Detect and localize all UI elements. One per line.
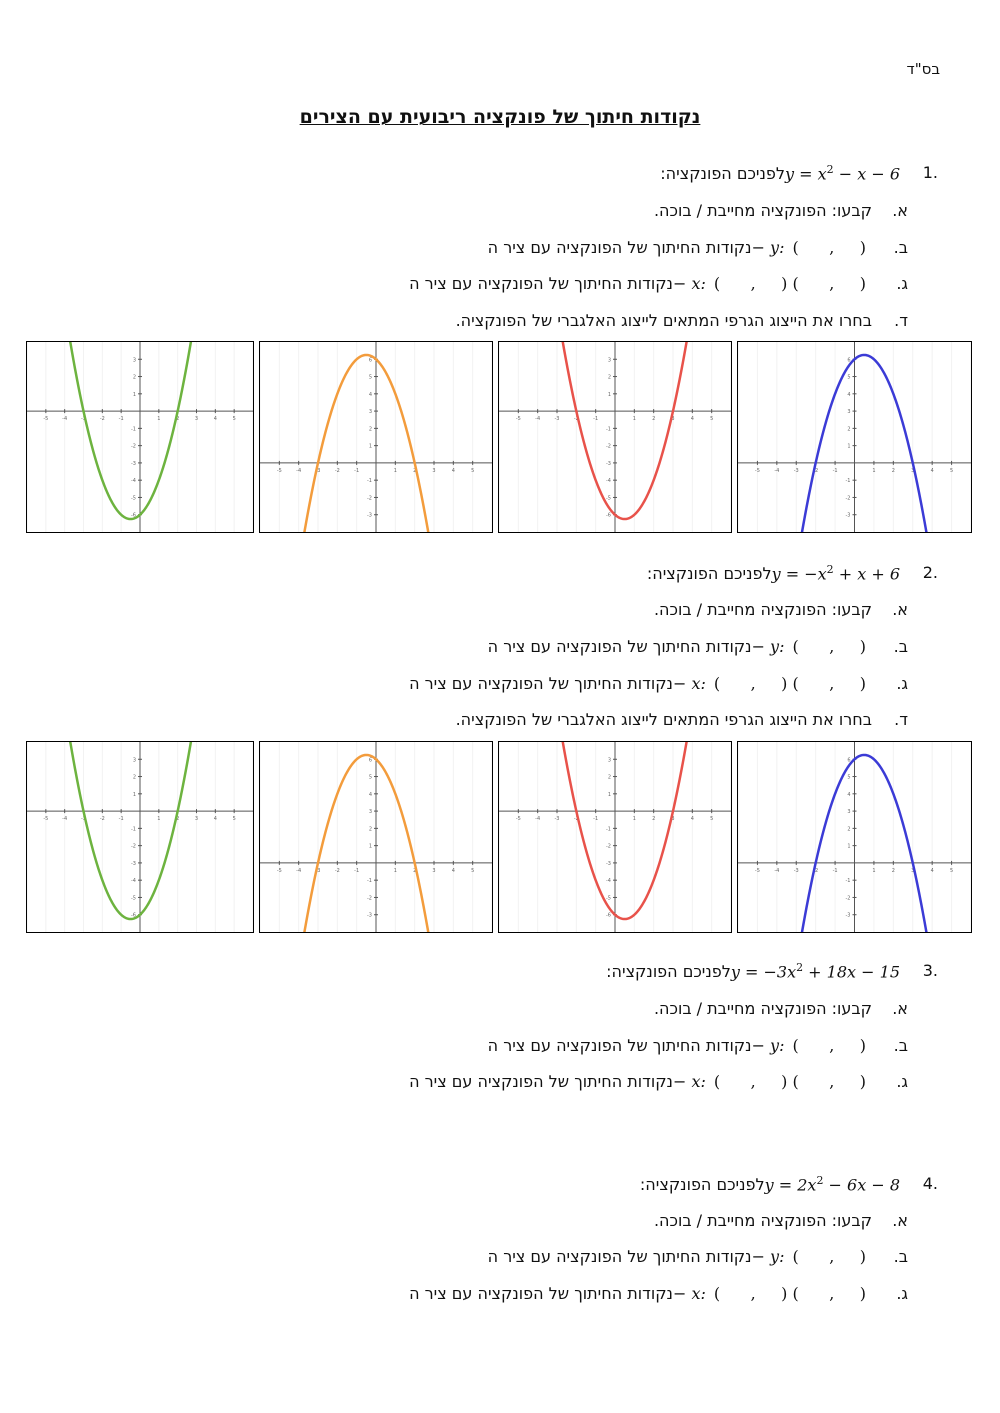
part-letter: ג.	[896, 1072, 908, 1091]
formula: $y = x^2 - x - 6$	[785, 163, 900, 184]
x-tick-label: -1	[593, 416, 599, 423]
x-tick-label: 2	[413, 867, 417, 874]
part-letter: א.	[892, 999, 908, 1018]
y-tick-label: 3	[132, 357, 136, 364]
x-tick-label: 1	[632, 416, 636, 423]
part-letter: ג.	[896, 1284, 908, 1303]
y-tick-label: 2	[847, 426, 851, 433]
part-a-text: קבעו: הפונקציה מחייבת / בוכה.	[653, 999, 872, 1018]
x-tick-label: -2	[813, 867, 819, 874]
parabola-chart	[260, 342, 492, 532]
x-tick-label: 3	[911, 867, 915, 874]
answer-blank[interactable]: ( , )	[792, 1036, 866, 1055]
part-c-text: נקודות החיתוך של הפונקציה עם ציר ה − x: ( , ) ( , )	[409, 1072, 866, 1091]
x-tick-label: 2	[652, 816, 656, 823]
x-tick-label: 5	[710, 816, 714, 823]
part-letter: א.	[892, 201, 908, 220]
part-c-text: נקודות החיתוך של הפונקציה עם ציר ה − x: ( , ) ( , )	[409, 674, 866, 693]
y-tick-label: 2	[368, 826, 372, 833]
y-tick-label: -5	[131, 895, 136, 902]
x-tick-label: -2	[573, 816, 579, 823]
y-tick-label: 4	[847, 791, 851, 798]
y-tick-label: 2	[368, 426, 372, 433]
x-tick-label: -3	[81, 816, 86, 823]
x-tick-label: -1	[832, 467, 838, 474]
x-tick-label: 1	[157, 816, 161, 823]
graph-option[interactable]	[259, 341, 493, 533]
y-tick-label: -1	[845, 878, 851, 885]
graph-option[interactable]	[26, 741, 254, 933]
x-tick-label: -5	[515, 416, 521, 423]
part-letter: ד.	[894, 311, 908, 330]
question-intro: לפניכם הפונקציה: $y = 2x^2 - 6x - 8$	[639, 1174, 900, 1195]
x-tick-label: -4	[535, 416, 541, 423]
answer-blank[interactable]: ( , )	[792, 637, 866, 656]
x-tick-label: -2	[334, 867, 340, 874]
x-tick-label: 3	[194, 816, 199, 823]
y-tick-label: 2	[847, 826, 851, 833]
y-tick-label: 2	[132, 774, 136, 781]
part-letter: ב.	[893, 238, 908, 257]
x-tick-label: 1	[872, 467, 876, 474]
y-tick-label: 3	[607, 757, 611, 764]
y-tick-label: -3	[367, 512, 372, 519]
y-tick-label: 5	[847, 374, 851, 381]
y-tick-label: -2	[131, 443, 136, 450]
x-tick-label: 5	[949, 467, 954, 474]
part-a-text: קבעו: הפונקציה מחייבת / בוכה.	[653, 201, 872, 220]
y-tick-label: -2	[845, 495, 851, 502]
answer-blank[interactable]: ( , ) ( , )	[713, 1072, 866, 1091]
y-tick-label: -1	[845, 478, 851, 485]
part-letter: ד.	[894, 710, 908, 729]
x-tick-label: 4	[690, 816, 694, 823]
x-tick-label: -3	[554, 416, 560, 423]
x-tick-label: -5	[276, 867, 282, 874]
y-tick-label: -1	[606, 826, 611, 833]
y-tick-label: 1	[607, 791, 611, 798]
y-tick-label: -5	[606, 495, 611, 502]
y-tick-label: 3	[368, 809, 372, 816]
x-tick-label: 4	[930, 867, 934, 874]
graph-option[interactable]	[498, 741, 732, 933]
y-tick-label: -4	[606, 478, 611, 485]
x-tick-label: -2	[573, 416, 579, 423]
x-tick-label: 3	[671, 416, 675, 423]
graph-option[interactable]	[737, 341, 972, 533]
y-tick-label: 4	[368, 391, 372, 398]
graph-choices	[26, 341, 972, 533]
graph-choices	[26, 741, 972, 933]
x-tick-label: 2	[413, 467, 417, 474]
part-b-text: נקודות החיתוך של הפונקציה עם ציר ה − y: ( , )	[487, 1247, 866, 1266]
part-d-text: בחרו את הייצוג הגרפי המתאים לייצוג האלגברי של הפונקציה.	[455, 311, 872, 330]
part-letter: ג.	[896, 274, 908, 293]
y-tick-label: 5	[847, 774, 851, 781]
y-tick-label: -4	[606, 878, 611, 885]
answer-blank[interactable]: ( , ) ( , )	[713, 1284, 866, 1303]
x-tick-label: 3	[432, 467, 436, 474]
y-tick-label: 2	[607, 374, 611, 381]
x-tick-label: -1	[832, 867, 838, 874]
x-tick-label: -4	[62, 816, 68, 823]
x-tick-label: 4	[930, 467, 934, 474]
x-tick-label: -4	[296, 467, 302, 474]
y-tick-label: 3	[607, 357, 611, 364]
x-tick-label: 5	[710, 416, 714, 423]
y-tick-label: 1	[847, 443, 851, 450]
y-tick-label: 2	[132, 374, 136, 381]
intro-text: לפניכם הפונקציה:	[660, 164, 785, 184]
part-a-text: קבעו: הפונקציה מחייבת / בוכה.	[653, 600, 872, 619]
question-number: 4.	[922, 1174, 938, 1193]
x-tick-label: -1	[118, 416, 124, 423]
x-tick-label: 5	[471, 467, 475, 474]
x-tick-label: -5	[43, 416, 49, 423]
parabola-chart	[738, 742, 971, 932]
y-tick-label: 1	[132, 791, 136, 798]
question-number: 2.	[922, 563, 938, 582]
y-tick-label: -1	[367, 878, 372, 885]
part-letter: א.	[892, 600, 908, 619]
y-tick-label: 1	[368, 843, 372, 850]
x-tick-label: -3	[793, 467, 799, 474]
parabola-chart	[260, 742, 492, 932]
x-tick-label: 1	[393, 467, 397, 474]
x-tick-label: -3	[315, 467, 321, 474]
x-tick-label: 4	[213, 816, 217, 823]
x-tick-label: 5	[949, 867, 954, 874]
y-tick-label: -2	[367, 495, 372, 502]
x-tick-label: -2	[99, 416, 105, 423]
y-tick-label: 1	[847, 843, 851, 850]
y-tick-label: -4	[131, 878, 136, 885]
y-tick-label: -3	[367, 912, 372, 919]
y-tick-label: 3	[847, 409, 851, 416]
y-tick-label: -3	[606, 460, 611, 467]
y-tick-label: -2	[606, 843, 611, 850]
question-intro: לפניכם הפונקציה: $y = -3x^2 + 18x - 15$	[606, 961, 900, 982]
y-tick-label: 5	[368, 374, 372, 381]
y-tick-label: -1	[131, 826, 136, 833]
x-tick-label: -3	[315, 867, 321, 874]
part-letter: ב.	[893, 637, 908, 656]
x-tick-label: -4	[774, 467, 780, 474]
x-tick-label: -1	[354, 867, 360, 874]
x-tick-label: -3	[793, 867, 799, 874]
y-tick-label: -6	[606, 512, 611, 519]
x-tick-label: 2	[176, 816, 180, 823]
x-tick-label: -5	[515, 816, 521, 823]
y-tick-label: -6	[131, 912, 136, 919]
part-letter: ג.	[896, 674, 908, 693]
y-tick-label: 5	[368, 774, 372, 781]
question-intro: לפניכם הפונקציה: $y = -x^2 + x + 6$	[646, 563, 900, 584]
y-tick-label: 2	[607, 774, 611, 781]
x-tick-label: -4	[535, 816, 541, 823]
formula: $y = -x^2 + x + 6$	[771, 563, 900, 584]
y-tick-label: -1	[131, 426, 136, 433]
x-tick-label: -5	[276, 467, 282, 474]
parabola-chart	[738, 342, 971, 532]
y-tick-label: -2	[367, 895, 372, 902]
part-b-text: נקודות החיתוך של הפונקציה עם ציר ה − y: ( , )	[487, 1036, 866, 1055]
y-tick-label: -3	[845, 912, 851, 919]
graph-option[interactable]	[498, 341, 732, 533]
parabola-chart	[499, 342, 731, 532]
x-tick-label: 2	[891, 467, 895, 474]
x-tick-label: 5	[471, 867, 475, 874]
x-tick-label: -1	[118, 816, 124, 823]
x-tick-label: -3	[81, 416, 86, 423]
part-b-text: נקודות החיתוך של הפונקציה עם ציר ה − y: ( , )	[487, 238, 866, 257]
x-tick-label: -2	[99, 816, 105, 823]
question-intro	[660, 163, 908, 183]
x-tick-label: -5	[754, 867, 760, 874]
part-c-text: נקודות החיתוך של הפונקציה עם ציר ה − x: ( , ) ( , )	[409, 274, 866, 293]
parabola-chart	[27, 742, 253, 932]
parabola-chart	[499, 742, 731, 932]
answer-blank[interactable]: ( , )	[792, 1247, 866, 1266]
y-tick-label: 6	[847, 357, 851, 364]
x-tick-label: 3	[432, 867, 436, 874]
part-b-text: נקודות החיתוך של הפונקציה עם ציר ה − y: ( , )	[487, 637, 866, 656]
part-letter: ב.	[893, 1036, 908, 1055]
x-tick-label: -4	[62, 416, 68, 423]
y-tick-label: 4	[847, 391, 851, 398]
answer-blank[interactable]: ( , )	[792, 238, 866, 257]
x-tick-label: 5	[232, 816, 236, 823]
y-tick-label: 6	[368, 357, 372, 364]
header-mark: בס"ד	[906, 60, 940, 78]
x-tick-label: 1	[632, 816, 636, 823]
y-tick-label: -2	[845, 895, 851, 902]
x-tick-label: -5	[43, 816, 49, 823]
y-tick-label: -1	[367, 478, 372, 485]
y-tick-label: 3	[132, 757, 136, 764]
y-tick-label: 3	[368, 409, 372, 416]
y-tick-label: 3	[847, 809, 851, 816]
y-tick-label: 1	[607, 391, 611, 398]
part-d-text: בחרו את הייצוג הגרפי המתאים לייצוג האלגברי של הפונקציה.	[455, 710, 872, 729]
x-tick-label: 3	[194, 416, 199, 423]
graph-option[interactable]	[259, 741, 493, 933]
formula: $y = -3x^2 + 18x - 15$	[730, 961, 900, 982]
part-letter: ב.	[893, 1247, 908, 1266]
formula: $y = 2x^2 - 6x - 8$	[764, 1174, 900, 1195]
x-tick-label: 2	[652, 416, 656, 423]
y-tick-label: -3	[606, 860, 611, 867]
y-tick-label: -1	[606, 426, 611, 433]
question-number: 1.	[922, 163, 938, 182]
y-tick-label: 6	[368, 757, 372, 764]
x-tick-label: -3	[554, 816, 560, 823]
answer-blank[interactable]: ( , ) ( , )	[713, 274, 866, 293]
y-tick-label: -3	[845, 512, 851, 519]
x-tick-label: -2	[813, 467, 819, 474]
y-tick-label: -5	[131, 495, 136, 502]
x-tick-label: 1	[157, 416, 161, 423]
x-tick-label: 2	[891, 867, 895, 874]
x-tick-label: -2	[334, 467, 340, 474]
parabola-chart	[27, 342, 253, 532]
y-tick-label: -6	[131, 512, 136, 519]
answer-blank[interactable]: ( , ) ( , )	[713, 674, 866, 693]
y-tick-label: -6	[606, 912, 611, 919]
x-tick-label: 3	[911, 467, 915, 474]
x-tick-label: 4	[451, 867, 455, 874]
x-tick-label: 4	[690, 416, 694, 423]
x-tick-label: -4	[296, 867, 302, 874]
x-tick-label: 2	[176, 416, 180, 423]
x-tick-label: 1	[393, 867, 397, 874]
graph-option[interactable]	[26, 341, 254, 533]
x-tick-label: 3	[671, 816, 675, 823]
x-tick-label: 4	[451, 467, 455, 474]
x-tick-label: -5	[754, 467, 760, 474]
page-title: נקודות חיתוך של פונקציה ריבועית עם הצירים	[299, 106, 701, 128]
x-tick-label: 1	[872, 867, 876, 874]
graph-option[interactable]	[737, 741, 972, 933]
part-letter: א.	[892, 1211, 908, 1230]
x-tick-label: -1	[593, 816, 599, 823]
y-tick-label: -2	[131, 843, 136, 850]
question-number: 3.	[922, 961, 938, 980]
part-c-text: נקודות החיתוך של הפונקציה עם ציר ה − x: ( , ) ( , )	[409, 1284, 866, 1303]
x-tick-label: -4	[774, 867, 780, 874]
y-tick-label: 1	[368, 443, 372, 450]
x-tick-label: 5	[232, 416, 236, 423]
y-tick-label: -2	[606, 443, 611, 450]
y-tick-label: 1	[132, 391, 136, 398]
y-tick-label: -3	[131, 460, 136, 467]
y-tick-label: 4	[368, 791, 372, 798]
y-tick-label: -5	[606, 895, 611, 902]
part-a-text: קבעו: הפונקציה מחייבת / בוכה.	[653, 1211, 872, 1230]
x-tick-label: 4	[213, 416, 217, 423]
y-tick-label: 6	[847, 757, 851, 764]
x-tick-label: -1	[354, 467, 360, 474]
y-tick-label: -4	[131, 478, 136, 485]
y-tick-label: -3	[131, 860, 136, 867]
